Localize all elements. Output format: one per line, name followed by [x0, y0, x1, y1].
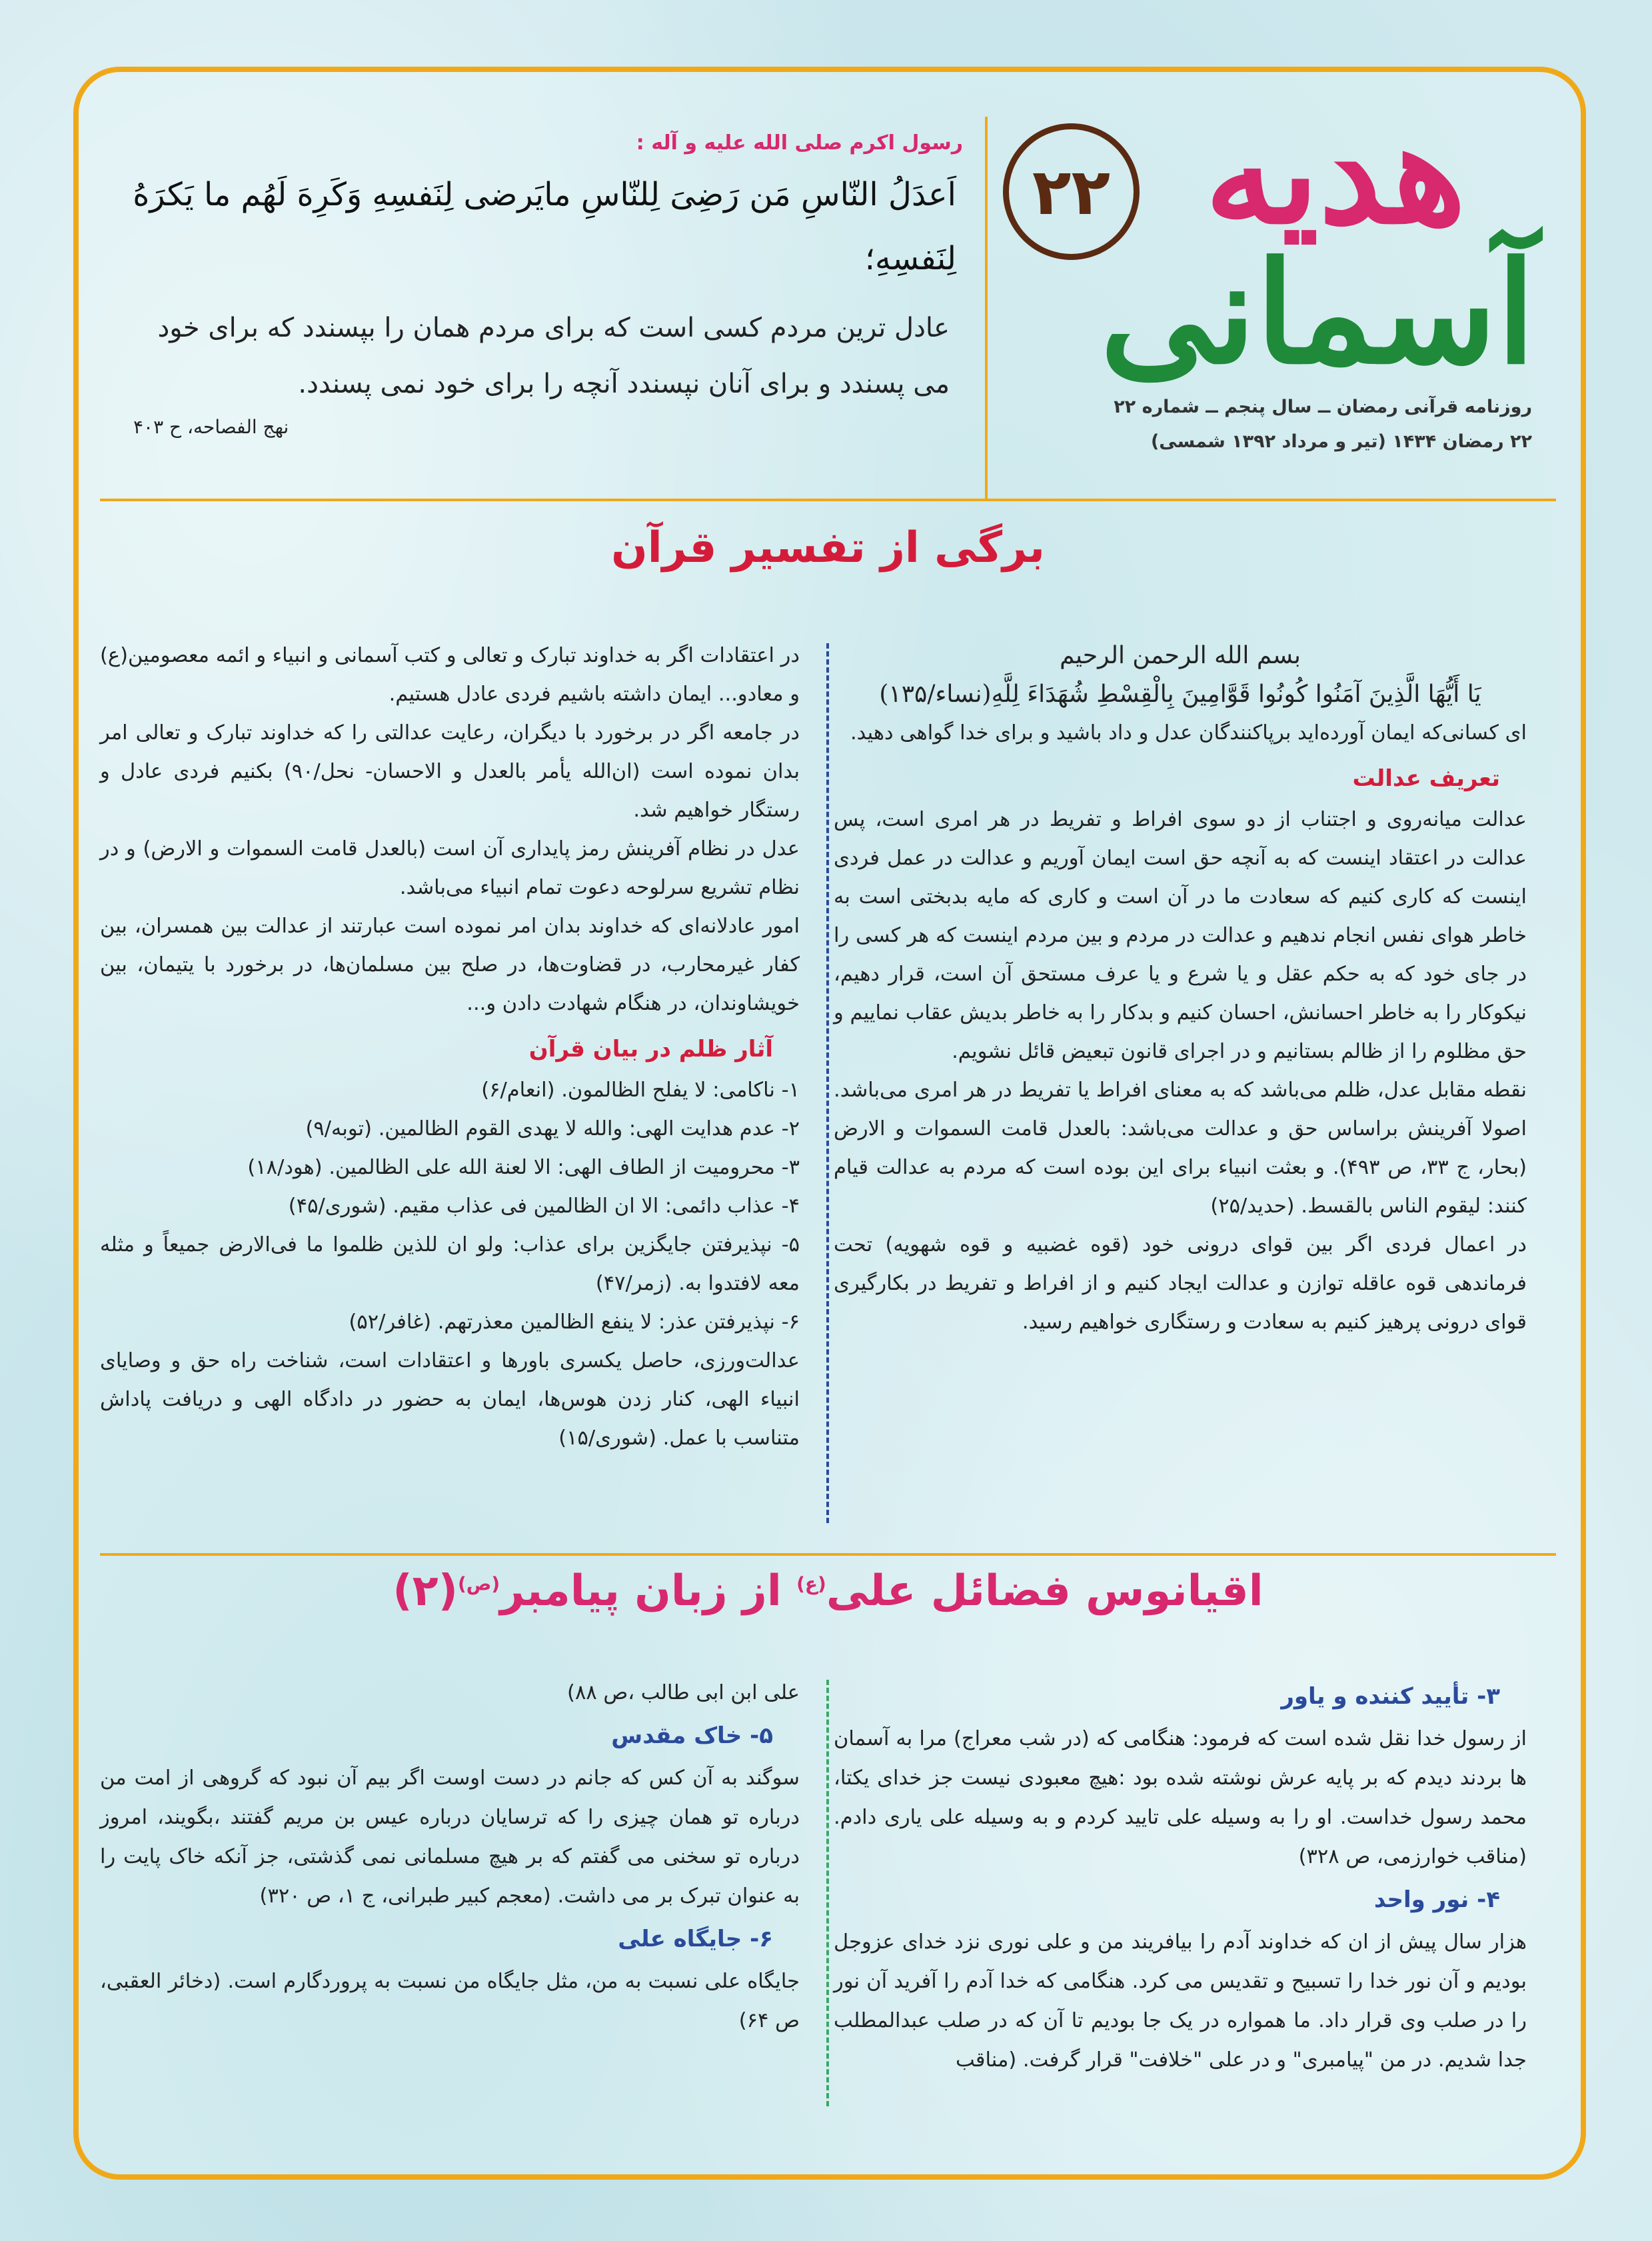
paragraph: از رسول خدا نقل شده است که فرمود: هنگامی که (در شب معراج) مرا به آسمان ها بردند دیدم که بر پایه عرش نوشته شده بود :هیچ معبودی نیست جز خدای یکتا، محمد رسول خداست. او را به وسیله علی تایید کردم و به وسیله علی یاری دادم. (مناقب خوارزمی، ص ۳۲۸)	[834, 1727, 1527, 1868]
list-item: ۲- عدم هدایت الهی: والله لا یهدی القوم الظالمین. (توبه/۹)	[305, 1117, 800, 1140]
masthead-info-line1: روزنامه قرآنی رمضان ــ سال پنجم ــ شماره ۲۲	[1114, 397, 1532, 417]
column-divider	[826, 1680, 829, 2106]
subhead-5: ۵- خاک مقدس	[611, 1722, 773, 1749]
subhead-effects-of-oppression: آثار ظلم در بیان قرآن	[528, 1036, 773, 1063]
column-divider	[826, 643, 829, 1523]
paragraph: عدل در نظام آفرینش رمز پایداری آن است (بالعدل قامت السموات و الارض) و در نظام تشریع سرلوحه دعوت تمام انبیاء می‌باشد.	[100, 837, 800, 899]
paragraph: هزار سال پیش از ان که خداوند آدم را بیافریند من و علی نوری نزد خدای عزوجل بودیم و آن نور خدا را تسبیح و تقدیس می کرد. هنگامی که خدا آدم را آفرید آن نور را در صلب وی قرار داد. ما همواره در یک جا بودیم تا آن که در صلب عبدالمطلب جدا شدیم. در من "پیامبری" و در علی "خلافت" قرار گرفت. (مناقب	[834, 1930, 1527, 2072]
paragraph: علی ابن ابی طالب ،ص ۸۸)	[567, 1681, 800, 1704]
logo-text	[1100, 91, 1535, 395]
list-item: ۵- نپذیرفتن جایگزین برای عذاب: ولو ان للذین ظلموا ما فی‌الارض جمیعاً و مثله معه لافتدوا به. (زمر/۴۷)	[100, 1233, 800, 1295]
hadith-box	[113, 127, 963, 438]
masthead-info	[1106, 390, 1532, 459]
list-item: ۴- عذاب دائمی: الا ان الظالمین فی عذاب مقیم. (شوری/۴۵)	[288, 1194, 800, 1218]
hadith-source: رسول اکرم صلی الله علیه و آله :	[636, 131, 963, 155]
section2-right-column	[834, 1673, 1527, 2080]
section1-right-column	[834, 637, 1527, 1342]
logo-word-2: آسمانی	[1100, 231, 1535, 395]
section2-title	[100, 1566, 1556, 1616]
subhead-justice-definition: تعریف عدالت	[1352, 765, 1500, 792]
section2-title-sup1: (ع)	[796, 1572, 826, 1595]
paragraph: امور عادلانه‌ای که خداوند بدان امر نموده است عبارتند از عدالت بین همسران، بین کفار غیرمحارب، در قضاوت‌ها، در صلح بین مسلمان‌ها، در برخورد با یتیمان، بین خویشاوندان، در هنگام شهادت دادن و...	[100, 915, 800, 1015]
list-item: ۱- ناکامی: لا یفلح الظالمون. (انعام/۶)	[481, 1079, 800, 1102]
paragraph: عدالت میانه‌روی و اجتناب از دو سوی افراط و تفریط در هر امری است، پس عدالت در اعتقاد اینست که به آنچه حق است ایمان آوریم و عدالت در عمل فردی اینست که کاری کنیم که سعادت ما در آن است و کاری که مایه بدبختی است به خاطر هوای نفس انجام ندهیم و عدالت در مردم و بین مردم اینست که هر کسی را در جای خود که به حکم عقل و یا شرع و یا عرف مستحق آن است، قرار دهیم، نیکوکار را به خاطر احسانش، احسان کنیم و بدکار را به خاطر بدیش عقاب نماییم و حق مظلوم را از ظالم بستانیم و در اجرای قانون تبعیض قائل نشویم.	[834, 808, 1527, 1063]
paragraph: جایگاه علی نسبت به من، مثل جایگاه من نسبت به پروردگارم است. (دخائر العقبی، ص ۶۴)	[100, 1970, 800, 2032]
paragraph: در اعتقادات اگر به خداوند تبارک و تعالی و کتب آسمانی و انبیاء و ائمه معصومین(ع) و معادو... ایمان داشته باشیم فردی عادل هستیم.	[100, 644, 800, 706]
section-divider	[100, 1553, 1556, 1556]
paragraph: در جامعه اگر در برخورد با دیگران، رعایت عدالتی را که خداوند تبارک و تعالی امر بدان نموده است (ان‌الله یأمر بالعدل و الاحسان- نحل/۹۰) بکنیم فردی عادل و رستگار خواهیم شد.	[100, 721, 800, 822]
ayah-translation: ای کسانی‌که ایمان آورده‌اید برپاکنندگان عدل و داد باشید و برای خدا گواهی دهید.	[850, 721, 1527, 745]
header-divider-vertical	[985, 117, 988, 500]
issue-number-badge: ۲۲	[1003, 123, 1140, 260]
hadith-reference: نهج الفصاحه، ح ۴۰۳	[133, 416, 289, 438]
hadith-translation: عادل ترین مردم کسی است که برای مردم همان را بپسندد که برای خود می پسندد و برای آنان نپسندد آنچه را برای خود نمی پسندد.	[157, 313, 950, 399]
section2-left-column	[100, 1673, 800, 2040]
header-divider-horizontal	[100, 499, 1556, 501]
subhead-4: ۴- نور واحد	[1373, 1886, 1500, 1913]
section1-title: برگی از تفسیر قرآن	[611, 523, 1045, 573]
masthead-logo	[1096, 90, 1535, 395]
section2-title-end: (۲)	[393, 1566, 458, 1616]
logo-word-1: هدیه	[1204, 91, 1466, 255]
subhead-3: ۳- تأیید کننده و یاور	[1281, 1683, 1500, 1710]
section2-title-mid: از زبان پیامبر	[500, 1566, 797, 1616]
paragraph: عدالت‌ورزی، حاصل یکسری باورها و اعتقادات است، شناخت راه حق و وصایای انبیاء الهی، کنار زدن هوس‌ها، ایمان به حضور در دادگاه الهی و دریافت پاداش متناسب با عمل. (شوری/۱۵)	[100, 1349, 800, 1450]
paragraph: نقطه مقابل عدل، ظلم می‌باشد که به معنای افراط یا تفریط در هر امری می‌باشد. اصولا آفرینش براساس حق و عدالت می‌باشد: بالعدل قامت السموات و الارض (بحار، ج ۳۳، ص ۴۹۳). و بعثت انبیاء برای این بوده است که مردم به عدالت قیام کنند: لیقوم الناس بالقسط. (حدید/۲۵)	[834, 1079, 1527, 1218]
section2-title-main: اقیانوس فضائل علی	[826, 1566, 1263, 1616]
list-item: ۳- محرومیت از الطاف الهی: الا لعنة الله علی الظالمین. (هود/۱۸)	[247, 1156, 800, 1179]
subhead-6: ۶- جایگاه علی	[618, 1926, 773, 1952]
hadith-arabic: اَعدَلُ النّاسِ مَن رَضِیَ لِلنّاسِ مایَرضی لِنَفسِهِ وَکَرِهَ لَهُم ما یَکرَهُ لِنَفسِهِ؛	[133, 176, 956, 277]
masthead-info-line2: ۲۲ رمضان ۱۴۳۴ (تیر و مرداد ۱۳۹۲ شمسی)	[1150, 431, 1532, 452]
paragraph: در اعمال فردی اگر بین قوای درونی خود (قوه غضبیه و قوه شهویه) تحت فرماندهی قوه عاقله توازن و عدالت ایجاد کنیم و از افراط و تفریط در بکارگیری قوای درونی پرهیز کنیم به سعادت و رستگاری خواهیم رسید.	[834, 1233, 1527, 1334]
ayah: یَا أَيُّهَا الَّذِينَ آمَنُوا كُونُوا قَوَّامِينَ بِالْقِسْطِ شُهَدَاءَ لِلَّهِ(نساء/۱۳۵)	[879, 681, 1481, 708]
section1-left-column	[100, 637, 800, 1458]
list-item: ۶- نپذیرفتن عذر: لا ینفع الظالمین معذرتهم. (غافر/۵۲)	[349, 1310, 800, 1334]
bismillah: بسم الله الرحمن الرحیم	[1060, 642, 1301, 669]
paragraph: سوگند به آن کس که جانم در دست اوست اگر بیم آن نبود که گروهی از امت من درباره تو همان چیزی را که ترسایان درباره عیس بن مریم گفتند ،بگویند، امروز درباره تو سخنی می گفتم که بر هیچ مسلمانی نمی گذشتی، جز آنکه خاک پایت را به عنوان تبرک بر می داشت. (معجم کبیر طبرانی، ج ۱، ص ۳۲۰)	[100, 1766, 800, 1908]
section2-title-sup2: (ص)	[457, 1572, 500, 1595]
